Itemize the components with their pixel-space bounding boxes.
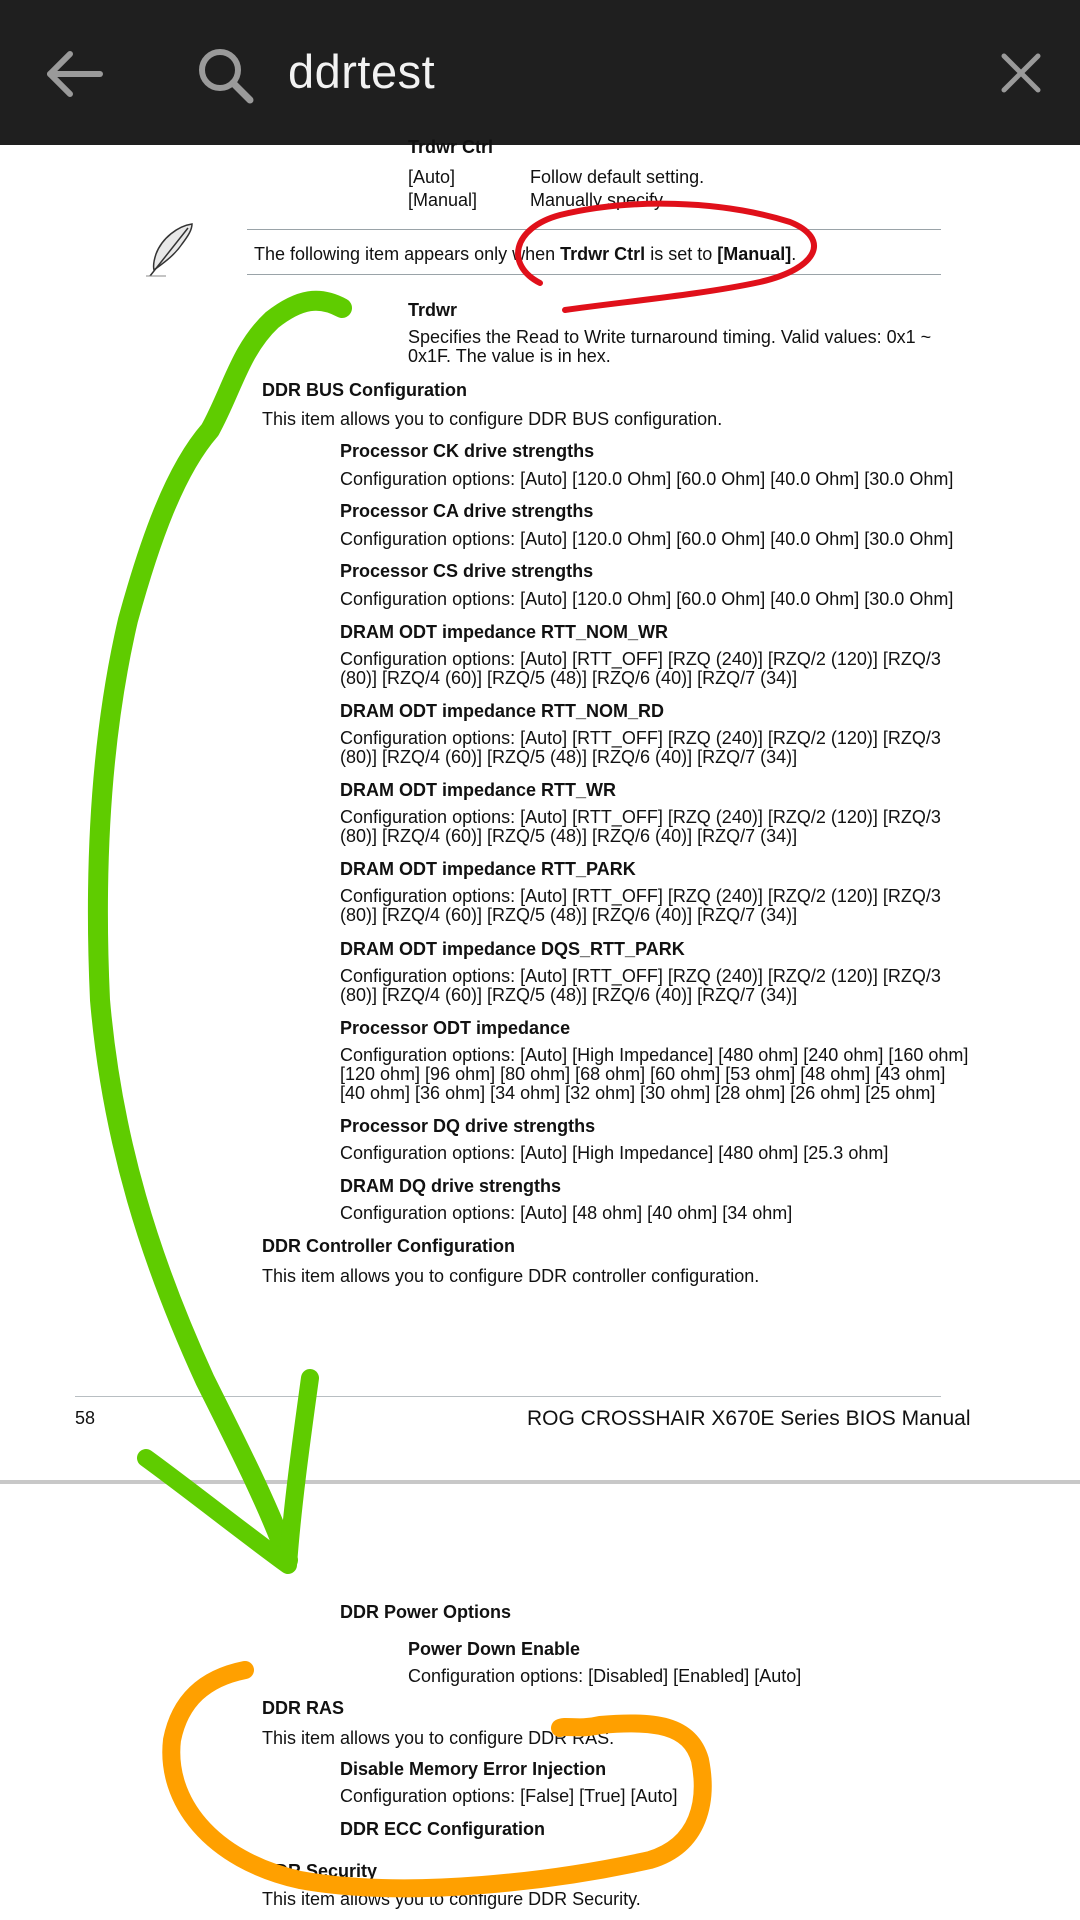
trdwr-title: Trdwr [408,300,458,320]
item-options: Configuration options: [Auto] [RTT_OFF] [RZQ (240)] [RZQ/2 (120)] [RZQ/3 [340,649,941,669]
item-options: (80)] [RZQ/4 (60)] [RZQ/5 (48)] [RZQ/6 (40)] [RZQ/7 (34)] [340,985,798,1005]
mem-err-title: Disable Memory Error Injection [340,1759,607,1779]
note-text-part: is set to [645,244,718,264]
divider [247,274,941,275]
ddr-ras-desc: This item allows you to configure DDR RAS. [262,1728,615,1748]
item-options: (80)] [RZQ/4 (60)] [RZQ/5 (48)] [RZQ/6 (40)] [RZQ/7 (34)] [340,747,798,767]
item-title: DRAM DQ drive strengths [340,1176,562,1196]
item-title: Processor ODT impedance [340,1018,571,1038]
note-text-part: . [791,244,797,264]
item-options: Configuration options: [Auto] [RTT_OFF] [RZQ (240)] [RZQ/2 (120)] [RZQ/3 [340,807,941,827]
item-title: Processor CA drive strengths [340,501,594,521]
ddr-controller-title: DDR Controller Configuration [262,1236,515,1256]
ddr-bus-desc: This item allows you to configure DDR BUS configuration. [262,409,723,429]
item-title: DRAM ODT impedance DQS_RTT_PARK [340,939,685,959]
item-title: DRAM ODT impedance RTT_PARK [340,859,636,879]
item-options: Configuration options: [Auto] [RTT_OFF] [RZQ (240)] [RZQ/2 (120)] [RZQ/3 [340,886,941,906]
trdwr-desc: 0x1F. The value is in hex. [408,346,611,366]
item-title: Processor CS drive strengths [340,561,594,581]
item-options: Configuration options: [Auto] [High Impedance] [480 ohm] [240 ohm] [160 ohm] [340,1045,969,1065]
item-title: DRAM ODT impedance RTT_WR [340,780,617,800]
item-options: (80)] [RZQ/4 (60)] [RZQ/5 (48)] [RZQ/6 (40)] [RZQ/7 (34)] [340,826,798,846]
footer-divider [75,1396,941,1397]
mem-err-options: Configuration options: [False] [True] [Auto] [340,1786,678,1806]
ddr-power-options-title: DDR Power Options [340,1602,512,1622]
item-title: DRAM ODT impedance RTT_NOM_WR [340,622,669,642]
power-down-title: Power Down Enable [408,1639,581,1659]
item-options: Configuration options: [Auto] [High Impedance] [480 ohm] [25.3 ohm] [340,1143,889,1163]
ddr-ecc-title: DDR ECC Configuration [340,1819,545,1839]
search-input[interactable]: ddrtest [288,45,436,98]
ddr-security-title: DDR Security [262,1861,378,1881]
item-options: Configuration options: [Auto] [120.0 Ohm] [60.0 Ohm] [40.0 Ohm] [30.0 Ohm] [340,529,954,549]
item-options: Configuration options: [Auto] [RTT_OFF] [RZQ (240)] [RZQ/2 (120)] [RZQ/3 [340,728,941,748]
power-down-options: Configuration options: [Disabled] [Enabled] [Auto] [408,1666,802,1686]
ddr-security-desc: This item allows you to configure DDR Security. [262,1889,641,1909]
item-options: Configuration options: [Auto] [120.0 Ohm] [60.0 Ohm] [40.0 Ohm] [30.0 Ohm] [340,589,954,609]
option-key: [Auto] [408,167,456,187]
note-bold: Trdwr Ctrl [560,244,646,264]
item-options: Configuration options: [Auto] [RTT_OFF] [RZQ (240)] [RZQ/2 (120)] [RZQ/3 [340,966,941,986]
option-desc: Follow default setting. [530,167,705,187]
item-options: Configuration options: [Auto] [120.0 Ohm] [60.0 Ohm] [40.0 Ohm] [30.0 Ohm] [340,469,954,489]
manual-page-58 [0,137,1080,1480]
manual-title: ROG CROSSHAIR X670E Series BIOS Manual [527,1407,971,1430]
item-options: (80)] [RZQ/4 (60)] [RZQ/5 (48)] [RZQ/6 (40)] [RZQ/7 (34)] [340,905,798,925]
item-title: Processor CK drive strengths [340,441,595,461]
manual-page-59 [0,1484,1080,1920]
trdwr-desc: Specifies the Read to Write turnaround timing. Valid values: 0x1 ~ [408,327,932,347]
ddr-controller-desc: This item allows you to configure DDR controller configuration. [262,1266,760,1286]
trdwr-ctrl-heading: Trdwr Ctrl [408,137,494,157]
close-icon[interactable] [996,48,1046,98]
search-icon [192,42,262,112]
note-text-part: The following item appears only when [254,244,561,264]
item-options: Configuration options: [Auto] [48 ohm] [40 ohm] [34 ohm] [340,1203,793,1223]
divider [247,229,941,230]
item-options: [120 ohm] [96 ohm] [80 ohm] [68 ohm] [60 ohm] [53 ohm] [48 ohm] [43 ohm] [340,1064,946,1084]
option-key: [Manual] [408,190,478,210]
note-bold: [Manual] [717,244,792,264]
ddr-bus-title: DDR BUS Configuration [262,380,467,400]
item-title: Processor DQ drive strengths [340,1116,596,1136]
ddr-ras-title: DDR RAS [262,1698,345,1718]
page-number: 58 [75,1408,96,1428]
item-title: DRAM ODT impedance RTT_NOM_RD [340,701,665,721]
option-desc: Manually specify. [530,190,667,210]
back-arrow-icon[interactable] [40,44,110,104]
search-toolbar [0,0,1080,145]
item-options: [40 ohm] [36 ohm] [34 ohm] [32 ohm] [30 ohm] [28 ohm] [26 ohm] [25 ohm] [340,1083,936,1103]
feather-note-icon [140,220,200,280]
note-text [254,244,796,265]
item-options: (80)] [RZQ/4 (60)] [RZQ/5 (48)] [RZQ/6 (40)] [RZQ/7 (34)] [340,668,798,688]
